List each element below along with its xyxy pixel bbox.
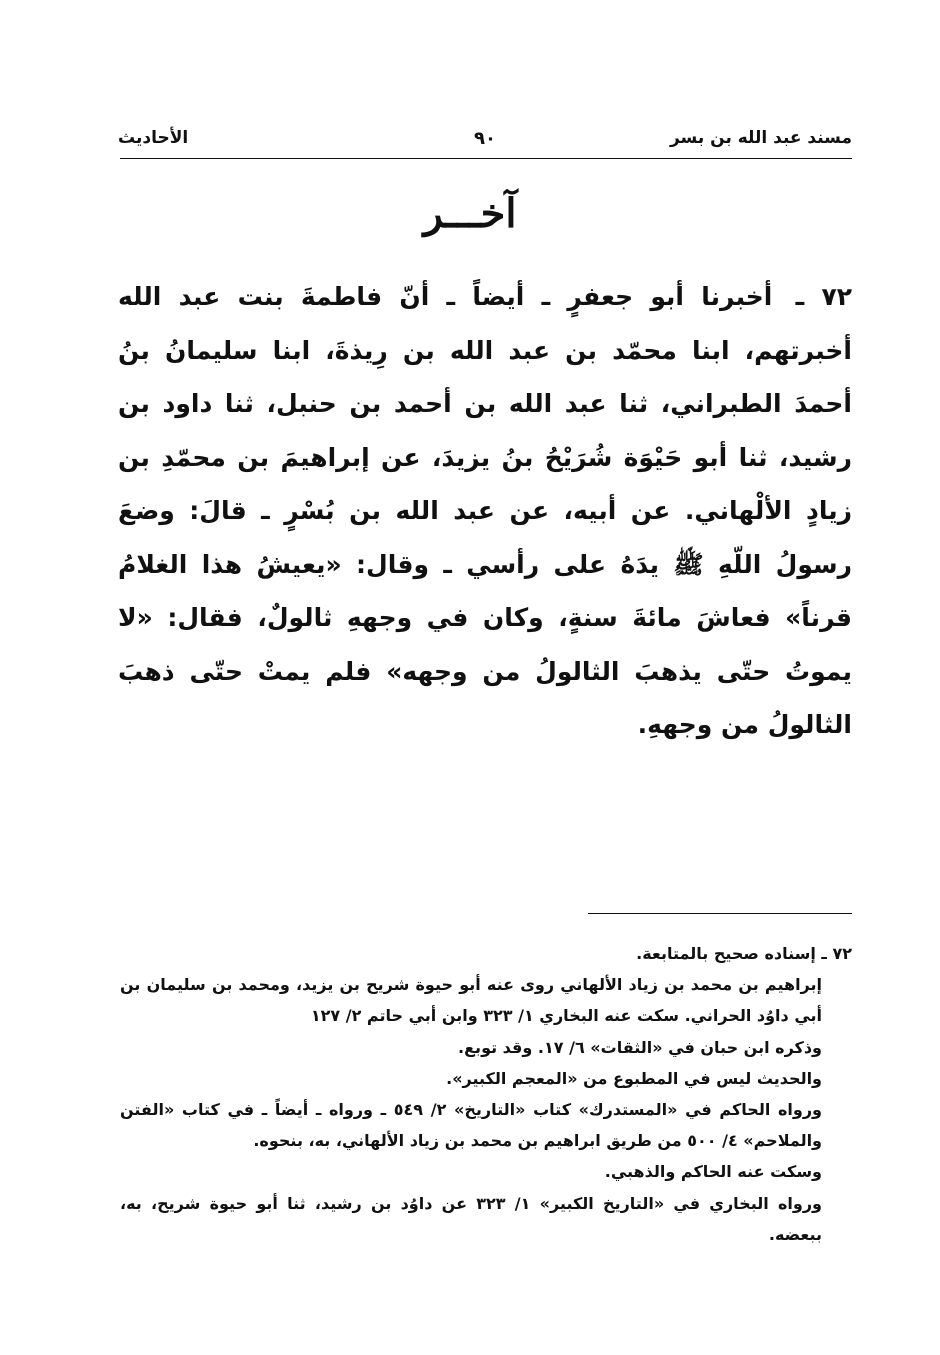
page-number: ٩٠	[474, 128, 496, 149]
footnote-separator	[588, 913, 852, 914]
footnote-paragraph: وسكت عنه الحاكم والذهبي.	[604, 1162, 822, 1182]
header-rule	[120, 158, 852, 159]
book-title: مسند عبد الله بن بسر	[669, 128, 852, 148]
footnote-paragraph: ورواه البخاري في «التاريخ الكبير» ١/ ٣٢٣ عن داوُد بن رشيد، ثنا أبو حيوة شريح، به، ببعضه.	[120, 1193, 823, 1244]
chapter-heading: آخـــر	[423, 190, 517, 237]
footnote-paragraph: والحديث ليس في المطبوع من «المعجم الكبير».	[446, 1068, 822, 1088]
section-name: الأحاديث	[118, 128, 189, 148]
footnote-paragraph: إبراهيم بن محمد بن زياد الألهاني روى عنه أبو حيوة شريح بن يزيد، ومحمد بن سليمان بن أبي داوُد الحراني. سكت عنه البخاري ١/ ٣٢٣ وابن أبي حاتم ٢/ ١٢٧	[120, 975, 822, 1026]
footnote-paragraph: ورواه الحاكم في «المستدرك» كتاب «التاريخ» ٢/ ٥٤٩ ـ ورواه ـ أيضاً ـ في كتاب «الفتن والملاحم» ٤/ ٥٠٠ من طريق ابراهيم بن محمد بن زياد الألهاني، به، بنحوه.	[120, 1100, 822, 1151]
hadith-number: ٧٢ ـ	[795, 282, 852, 311]
hadith-text: أخبرنا أبو جعفرٍ ـ أيضاً ـ أنّ فاطمةَ بنت عبد الله أخبرتهم، ابنا محمّد بن عبد الله بن رِيذةَ، ابنا سليمانُ بنُ أحمدَ الطبراني، ثنا عبد الله بن أحمد بن حنبل، ثنا داود بن رشيد، ثنا أبو حَيْوَة شُرَيْحُ بنُ يزيدَ، عن إبراهيمَ بن محمّدِ بن زيادٍ الألْهاني. عن أبيه، عن عبد الله بن بُسْرٍ ـ قالَ: وضعَ رسولُ اللّهِ ﷺ يدَهُ على رأسي ـ وقال: «يعيشُ هذا الغلامُ قرناً» فعاشَ مائةَ سنةٍ، وكان في وجههِ ثالولٌ، فقال: «لا يموتُ حتّى يذهبَ الثالولُ من وجهه» فلم يمتْ حتّى ذهبَ الثالولُ من وجههِ.	[118, 282, 852, 739]
footnote-paragraph: وذكره ابن حبان في «الثقات» ٦/ ١٧. وقد توبع.	[458, 1037, 822, 1057]
running-header	[118, 128, 852, 154]
footnote-head: ٧٢ ـ إسناده صحيح بالمتابعة.	[636, 944, 852, 963]
hadith-text-block	[118, 270, 852, 752]
footnotes	[120, 938, 852, 1250]
